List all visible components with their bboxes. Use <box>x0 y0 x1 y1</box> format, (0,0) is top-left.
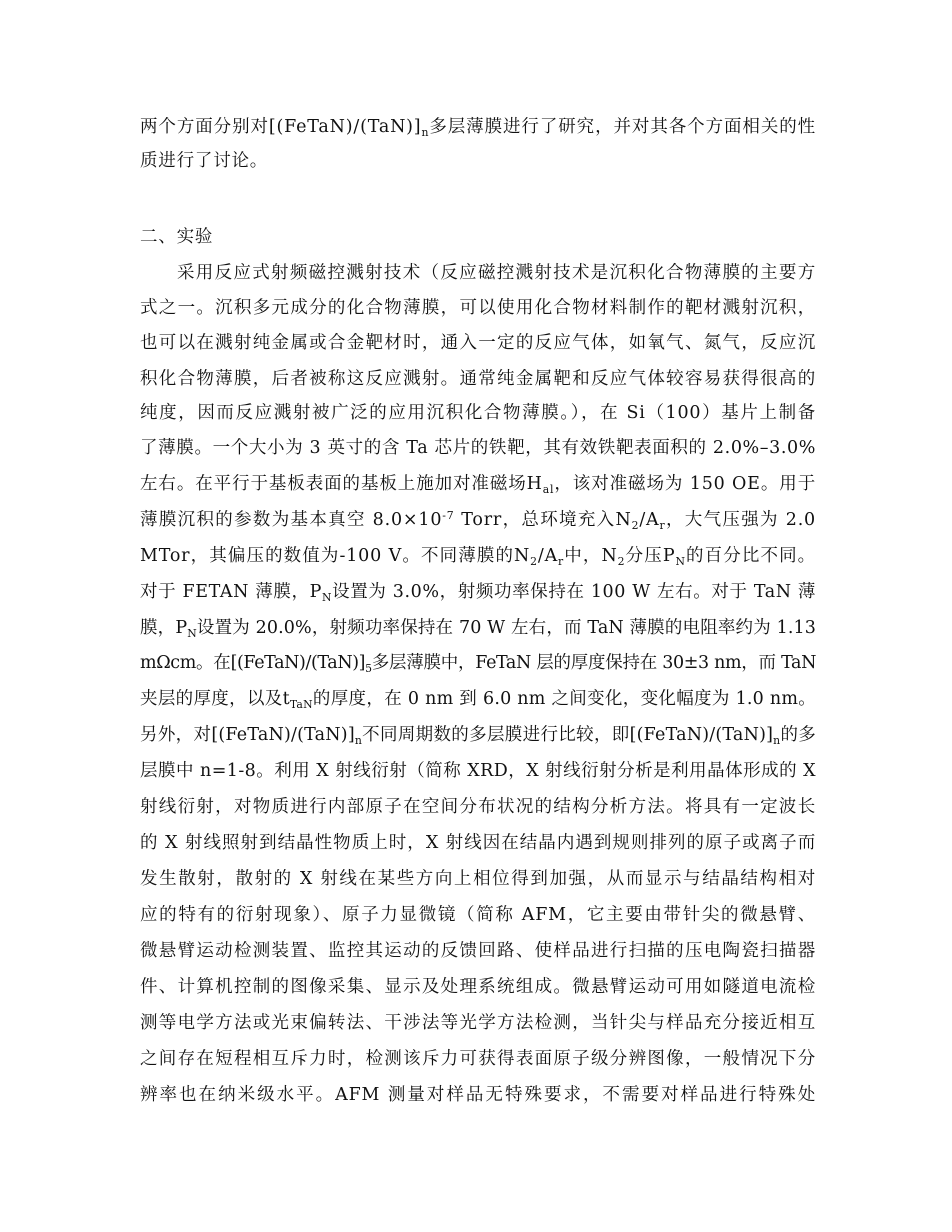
subscript: n <box>354 733 363 747</box>
subscript: N <box>322 590 333 604</box>
text-line <box>140 688 816 710</box>
text-line <box>140 473 816 495</box>
subscript: TaN <box>289 697 313 711</box>
subscript: 2 <box>530 554 538 568</box>
text-run: mΩcm。在[(FeTaN)/(TaN)] <box>140 653 366 673</box>
text-line <box>140 116 816 138</box>
text-run: 纯度，因而反应溅射被广泛的应用沉积化合物薄膜。），在 Si（100）基片上制备 <box>140 403 816 423</box>
text-run: 分压P <box>625 546 676 566</box>
text-line <box>140 581 816 603</box>
text-run: 也可以在溅射纯金属或合金靶材时，通入一定的反应气体，如氧气、氮气，反应沉 <box>140 333 816 353</box>
text-run: 多层薄膜进行了研究，并对其各个方面相关的性 <box>429 117 816 137</box>
text-run: 不同周期数的多层膜进行比较，即[(FeTaN)/(TaN)] <box>362 725 774 745</box>
text-line <box>140 368 816 390</box>
text-line <box>140 617 816 639</box>
text-run: 设置为 3.0%，射频功率保持在 100 W 左右。对于 TaN 薄 <box>332 582 816 602</box>
text-run: 夹层的厚度，以及t <box>140 689 290 709</box>
text-run: 采用反应式射频磁控溅射技术（反应磁控溅射技术是沉积化合物薄膜的主要方 <box>177 263 816 283</box>
text-line <box>140 940 816 962</box>
text-line <box>140 868 816 890</box>
text-line <box>140 1084 816 1106</box>
text-run: 测等电学方法或光束偏转法、干涉法等光学方法检测，当针尖与样品充分接近相互 <box>140 1013 816 1033</box>
text-line <box>140 332 816 354</box>
text-run: ，该对准磁场为 150 OE。用于 <box>554 474 816 494</box>
text-run: 式之一。沉积多元成分的化合物薄膜，可以使用化合物材料制作的靶材溅射沉积， <box>140 298 816 318</box>
text-run: 积化合物薄膜，后者被称这反应溅射。通常纯金属靶和反应气体较容易获得很高的 <box>140 369 816 389</box>
text-run: 质进行了讨论。 <box>140 151 269 171</box>
text-run: 对于 FETAN 薄膜，P <box>140 582 322 602</box>
text-run: 两个方面分别对[(FeTaN)/(TaN)] <box>140 117 422 137</box>
text-run: 微悬臂运动检测装置、监控其运动的反馈回路、使样品进行扫描的压电陶瓷扫描器 <box>140 941 816 961</box>
text-line <box>140 724 816 746</box>
text-line <box>140 402 816 424</box>
text-run: 的多 <box>780 725 816 745</box>
text-run: 辨率也在纳米级水平。AFM 测量对样品无特殊要求，不需要对样品进行特殊处 <box>140 1085 816 1105</box>
text-run: 的 X 射线照射到结晶性物质上时，X 射线因在结晶内遇到规则排列的原子或离子而 <box>140 833 816 853</box>
superscript: -7 <box>442 509 455 523</box>
text-run: 发生散射，散射的 X 射线在某些方向上相位得到加强，从而显示与结晶结构相对 <box>140 869 816 889</box>
text-run: ，大气压强为 2.0 <box>665 510 816 530</box>
text-run: 左右。在平行于基板表面的基板上施加对准磁场H <box>140 474 543 494</box>
subscript: n <box>421 125 430 139</box>
subscript: N <box>675 554 686 568</box>
text-run: MTor，其偏压的数值为-100 V。不同薄膜的N <box>140 546 531 566</box>
text-run: 多层薄膜中，FeTaN 层的厚度保持在 30±3 nm，而 TaN <box>371 653 816 673</box>
text-run: 膜，P <box>140 618 188 638</box>
text-line <box>177 262 816 284</box>
text-line <box>140 1048 816 1070</box>
text-run: 薄膜沉积的参数为基本真空 8.0×10 <box>140 510 443 530</box>
subscript: 2 <box>617 554 626 568</box>
subscript: n <box>773 733 781 747</box>
text-line <box>140 1012 816 1034</box>
text-line <box>140 437 816 459</box>
text-run: /A <box>537 546 559 566</box>
subscript: r <box>558 554 564 568</box>
subscript: r <box>659 518 666 532</box>
text-run: 射线衍射，对物质进行内部原子在空间分布状况的结构分析方法。将具有一定波长 <box>140 797 816 817</box>
text-run: 件、计算机控制的图像采集、显示及处理系统组成。微悬臂运动可用如隧道电流检 <box>140 977 816 997</box>
text-line <box>140 509 816 531</box>
text-line <box>140 796 816 818</box>
text-line <box>140 976 816 998</box>
text-run: 二、实验 <box>140 227 214 247</box>
text-run: 中，N <box>564 546 618 566</box>
subscript: N <box>187 626 197 640</box>
text-run: 了薄膜。一个大小为 3 英寸的含 Ta 芯片的铁靶，其有效铁靶表面积的 2.0%–3.0% <box>140 438 816 458</box>
text-run: 设置为 20.0%，射频功率保持在 70 W 左右，而 TaN 薄膜的电阻率约为 1.13 <box>196 618 817 638</box>
text-line <box>140 297 816 319</box>
text-run: 之间存在短程相互斥力时，检测该斥力可获得表面原子级分辨图像，一般情况下分 <box>140 1049 816 1069</box>
text-run: 层膜中 n=1-8。利用 X 射线衍射（简称 XRD，X 射线衍射分析是利用晶体形成的 X <box>140 761 816 781</box>
text-run: Torr，总环境充入N <box>454 510 632 530</box>
text-run: 的百分比不同。 <box>685 546 816 566</box>
subscript: 5 <box>365 661 372 675</box>
subscript: al <box>542 482 555 496</box>
text-line <box>140 652 816 674</box>
text-line <box>140 904 816 926</box>
text-run: 应的特有的衍射现象）、原子力显微镜（简称 AFM，它主要由带针尖的微悬臂、 <box>140 905 816 925</box>
text-run: 的厚度，在 0 nm 到 6.0 nm 之间变化，变化幅度为 1.0 nm。 <box>312 689 816 709</box>
text-line <box>140 832 816 854</box>
text-line <box>140 760 816 782</box>
section-heading <box>140 226 816 248</box>
text-line <box>140 545 816 567</box>
text-line <box>140 150 816 172</box>
text-run: /A <box>639 510 660 530</box>
subscript: 2 <box>631 518 640 532</box>
text-run: 另外，对[(FeTaN)/(TaN)] <box>140 725 355 745</box>
